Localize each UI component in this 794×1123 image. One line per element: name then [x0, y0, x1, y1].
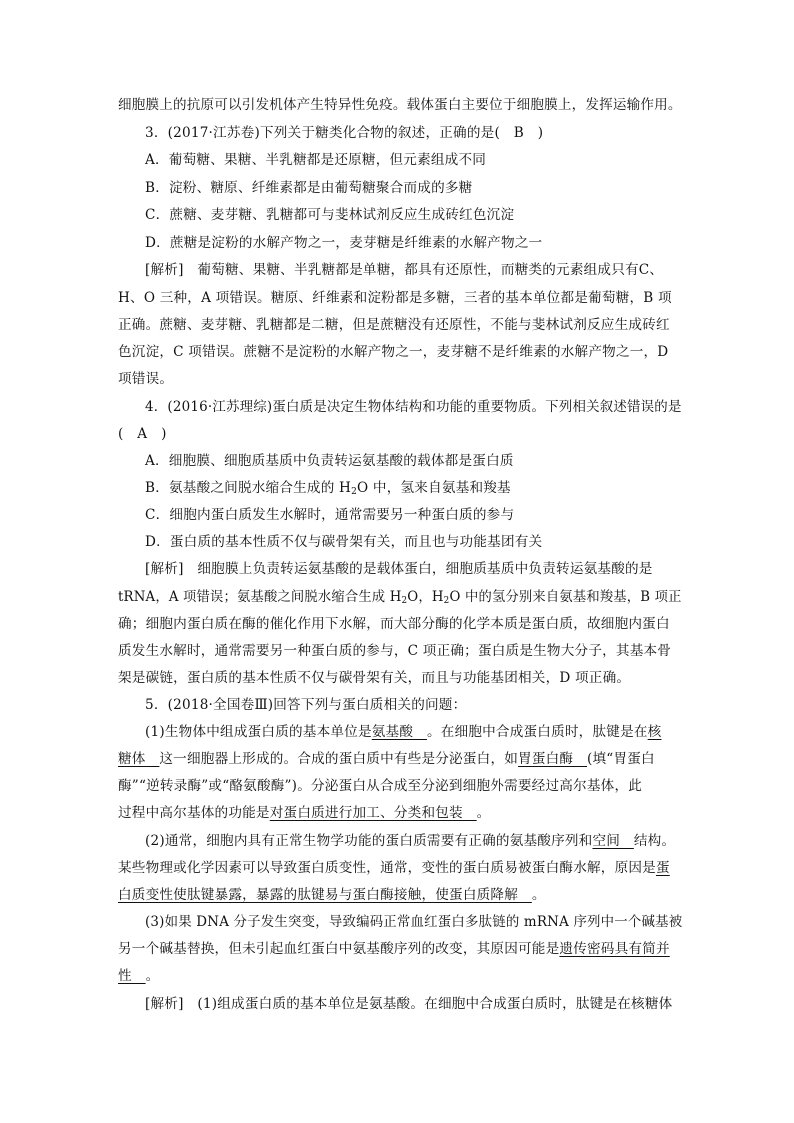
text-line: 细胞膜上的抗原可以引发机体产生特异性免疫。载体蛋白主要位于细胞膜上，发挥运输作用。: [118, 97, 682, 113]
question-4-option-a: A．细胞膜、细胞质基质中负责转运氨基酸的载体都是蛋白质: [145, 453, 514, 469]
answer-blank: 遗传密码具有简并: [559, 941, 670, 957]
question-4-stem: 4．(2016·江苏理综)蛋白质是决定生物体结构和功能的重要物质。下列相关叙述错误的是: [145, 399, 682, 415]
question-5-part-2: 某些物理或化学因素可以导致蛋白质变性，通常，变性的蛋白质易被蛋白酶水解，原因是蛋: [118, 860, 670, 876]
question-4-analysis-line: 架是碳链，蛋白质的基本性质不仅与碳骨架有关，而且与功能基团相关，D 项正确。: [118, 670, 631, 686]
question-4-answer: ( A ): [118, 426, 167, 442]
question-3-analysis-line: 项错误。: [118, 371, 174, 387]
question-4-option-d: D．蛋白质的基本性质不仅与碳骨架有关，而且也与功能基团有关: [145, 534, 543, 550]
answer-blank: 性: [118, 968, 146, 984]
answer-blank: 白质变性使肽键暴露，暴露的肽键易与蛋白酶接触，使蛋白质降解: [118, 887, 532, 903]
question-5-part-3: 另一个碱基替换，但未引起血红蛋白中氨基酸序列的改变，其原因可能是遗传密码具有简并: [118, 941, 670, 957]
question-4-analysis-line: 质发生水解时，通常需要另一种蛋白质的参与，C 项正确；蛋白质是生物大分子，其基本骨: [118, 643, 672, 659]
answer-blank: 对蛋白质进行加工、分类和包装: [269, 805, 477, 821]
question-4-option-b: B．氨基酸之间脱水缩合生成的 $H_2O$ 中，氢来自氨基和羧基: [145, 480, 511, 497]
question-4-option-c: C．细胞内蛋白质发生水解时，通常需要另一种蛋白质的参与: [145, 507, 515, 523]
answer-blank: 核: [647, 724, 662, 740]
question-5-part-1: 酶”“逆转录酶”或“酪氨酸酶”)。分泌蛋白从合成至分泌到细胞外需要经过高尔基体，此: [118, 778, 643, 794]
question-5-analysis-line: [解析] (1)组成蛋白质的基本单位是氨基酸。在细胞中合成蛋白质时，肽键是在核糖体: [145, 996, 673, 1012]
answer-blank: 糖体: [118, 751, 160, 767]
question-3-analysis-line: H、O 三种，A 项错误。糖原、纤维素和淀粉都是多糖，三者的基本单位都是葡萄糖，B 项: [118, 290, 672, 306]
question-3-option-d: D．蔗糖是淀粉的水解产物之一，麦芽糖是纤维素的水解产物之一: [145, 235, 543, 251]
answer-blank: 胃蛋白酶: [518, 751, 587, 767]
answer-blank: 蛋: [655, 860, 670, 876]
answer-blank: 氨基酸: [371, 724, 427, 740]
question-5-part-2: (2)通常，细胞内具有正常生物学功能的蛋白质需要有正确的氨基酸序列和空间 结构。: [145, 833, 676, 849]
question-5-part-1: 过程中高尔基体的功能是对蛋白质进行加工、分类和包装 。: [118, 805, 491, 821]
answer-blank: 空间: [592, 833, 634, 849]
question-5-part-1: (1)生物体中组成蛋白质的基本单位是氨基酸 。在细胞中合成蛋白质时，肽键是在核: [145, 724, 662, 740]
question-3-analysis-line: 正确。蔗糖、麦芽糖、乳糖都是二糖，但是蔗糖没有还原性，不能与斐林试剂反应生成砖红: [118, 317, 670, 333]
question-3-analysis-line: [解析] 葡萄糖、果糖、半乳糖都是单糖，都具有还原性，而糖类的元素组成只有C、: [145, 262, 664, 278]
question-3-stem: 3．(2017·江苏卷)下列关于糖类化合物的叙述，正确的是( B ): [145, 125, 544, 141]
question-3-option-b: B．淀粉、糖原、纤维素都是由葡萄糖聚合而成的多糖: [145, 180, 473, 196]
question-4-analysis-line: tRNA，A 项错误；氨基酸之间脱水缩合生成 $H_2O$，$H_2O$ 中的氢分别来自氨基和羧基，B 项正: [118, 589, 682, 606]
question-5-part-2: 白质变性使肽键暴露，暴露的肽键易与蛋白酶接触，使蛋白质降解 。: [118, 887, 546, 903]
question-5-stem: 5．(2018·全国卷Ⅲ)回答下列与蛋白质相关的问题：: [145, 697, 467, 713]
question-3-option-a: A．葡萄糖、果糖、半乳糖都是还原糖，但元素组成不同: [145, 152, 487, 168]
question-4-analysis-line: 确；细胞内蛋白质在酶的催化作用下水解，而大部分酶的化学本质是蛋白质，故细胞内蛋白: [118, 616, 670, 632]
question-3-analysis-line: 色沉淀，C 项错误。蔗糖不是淀粉的水解产物之一，麦芽糖不是纤维素的水解产物之一，D: [118, 344, 669, 360]
question-5-part-1: 糖体 这一细胞器上形成的。合成的蛋白质中有些是分泌蛋白，如胃蛋白酶 (填“胃蛋白: [118, 751, 655, 767]
question-3-option-c: C．蔗糖、麦芽糖、乳糖都可与斐林试剂反应生成砖红色沉淀: [145, 207, 515, 223]
question-5-part-3: (3)如果 DNA 分子发生突变，导致编码正常血红蛋白多肽链的 mRNA 序列中一个碱基被: [145, 914, 683, 930]
question-5-part-3: 性 。: [118, 968, 160, 984]
question-4-analysis-line: [解析] 细胞膜上负责转运氨基酸的是载体蛋白，细胞质基质中负责转运氨基酸的是: [145, 561, 653, 577]
